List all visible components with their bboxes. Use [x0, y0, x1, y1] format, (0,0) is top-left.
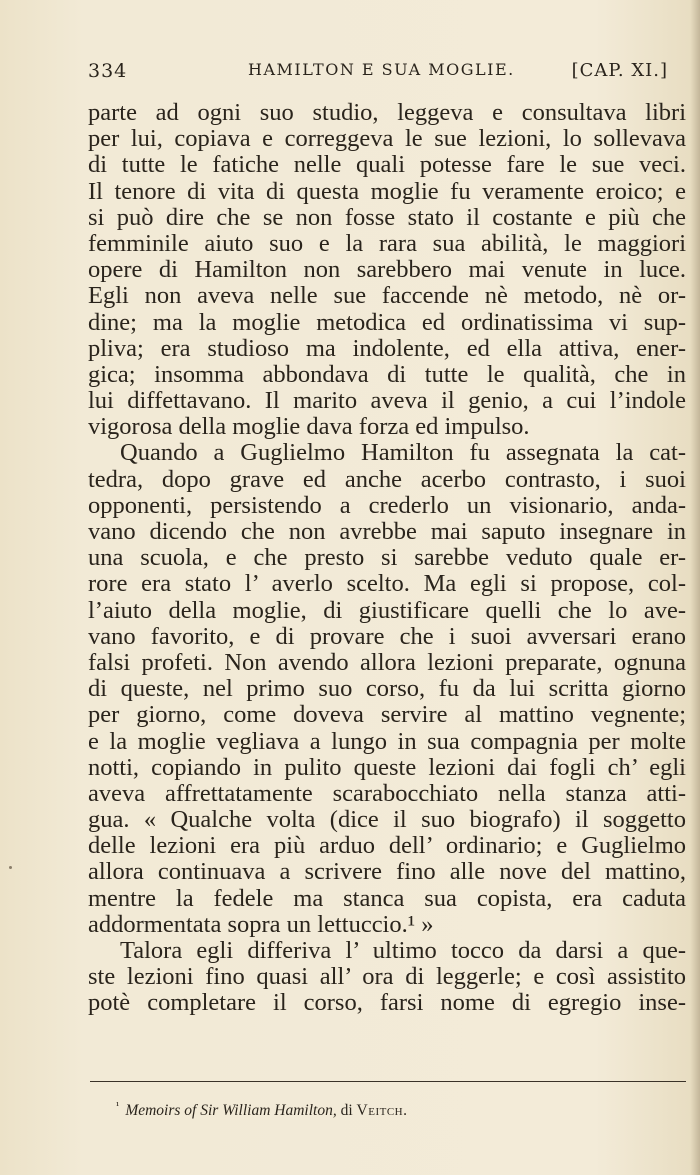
text-line: gica; insomma abbondava di tutte le qualità, che in	[88, 360, 686, 388]
running-title: HAMILTON E SUA MOGLIE.	[248, 60, 515, 79]
text-line: tedra, dopo grave ed anche acerbo contrasto, i suoi	[88, 465, 686, 493]
text-line: gua. « Qualche volta (dice il suo biografo) il soggetto	[88, 806, 686, 834]
text-line: mentre la fedele ma stanca sua copista, era caduta	[88, 884, 686, 912]
text-line: Egli non aveva nelle sue faccende nè metodo, nè or-	[88, 282, 686, 310]
text-line: ste lezioni fino quasi all’ ora di leggerle; e così assistito	[88, 963, 686, 991]
text-line: parte ad ogni suo studio, leggeva e consultava libri	[88, 99, 686, 126]
text-line: Il tenore di vita di questa moglie fu veramente eroico; e	[88, 177, 686, 205]
text-line: una scuola, e che presto si sarebbe veduto quale er-	[88, 544, 686, 572]
text-line: lui diffettavano. Il marito aveva il genio, a cui l’indole	[88, 387, 686, 415]
text-line: femminile aiuto suo e la rara sua abilità, le maggiori	[88, 229, 686, 257]
paragraph-3	[88, 938, 686, 1017]
text-line: si può dire che se non fosse stato il costante e più che	[88, 203, 686, 231]
text-line: potè completare il corso, farsi nome di egregio inse-	[88, 989, 686, 1017]
text-line: allora continuava a scrivere fino alle nove del mattino,	[88, 858, 686, 886]
text-line: pliva; era studioso ma indolente, ed ella attiva, ener-	[88, 334, 686, 362]
text-line: opere di Hamilton non sarebbero mai venute in luce.	[88, 256, 686, 284]
text-line: l’aiuto della moglie, di giustificare quelli che lo ave-	[88, 596, 686, 624]
text-line: e la moglie vegliava a lungo in sua compagnia per molte	[88, 727, 686, 755]
text-line: per giorno, come doveva servire al mattino vegnente;	[88, 701, 686, 729]
footnote-connector: di	[340, 1102, 353, 1120]
text-line: vigorosa della moglie dava forza ed impulso.	[88, 413, 530, 441]
text-line: delle lezioni era più arduo dell’ ordinario; e Guglielmo	[88, 832, 686, 860]
chapter-label: [CAP. XI.]	[571, 60, 668, 81]
text-line: di queste, nel primo suo corso, fu da lui scritta giorno	[88, 675, 686, 703]
footnote	[116, 1100, 676, 1120]
footnote-author: Veitch.	[356, 1102, 408, 1120]
text-line: opponenti, persistendo a crederlo un visionario, anda-	[88, 491, 686, 519]
footnote-divider	[90, 1081, 686, 1082]
text-line: aveva affrettatamente scarabocchiato nella stanza atti-	[88, 779, 686, 807]
footnote-mark: ¹	[116, 1100, 120, 1112]
text-line: vano favorito, e di provare che i suoi avversari erano	[88, 622, 686, 650]
text-line: Quando a Guglielmo Hamilton fu assegnata la cat-	[120, 439, 686, 467]
text-line: dine; ma la moglie metodica ed ordinatissima vi sup-	[88, 308, 686, 336]
text-line: falsi profeti. Non avendo allora lezioni preparate, ognuna	[88, 648, 686, 676]
footnote-title: Memoirs of Sir William Hamilton,	[125, 1102, 337, 1120]
text-line: rore era stato l’ averlo scelto. Ma egli si propose, col-	[88, 570, 686, 598]
body-text	[88, 100, 686, 1017]
paper-speck	[9, 866, 12, 869]
page-edge-shadow	[690, 0, 700, 1175]
text-line: Talora egli differiva l’ ultimo tocco da darsi a que-	[120, 937, 686, 964]
text-line: vano dicendo che non avrebbe mai saputo insegnare in	[88, 518, 686, 545]
running-header	[88, 60, 668, 96]
paragraph-1	[88, 100, 686, 440]
text-line: notti, copiando in pulito queste lezioni dai fogli ch’ egli	[88, 753, 686, 781]
paragraph-2	[88, 440, 686, 938]
text-line: addormentata sopra un lettuccio.¹ »	[88, 910, 434, 938]
text-line: di tutte le fatiche nelle quali potesse fare le sue veci.	[88, 151, 686, 179]
text-line: per lui, copiava e correggeva le sue lezioni, lo sollevava	[88, 125, 686, 153]
page-number: 334	[88, 60, 128, 82]
